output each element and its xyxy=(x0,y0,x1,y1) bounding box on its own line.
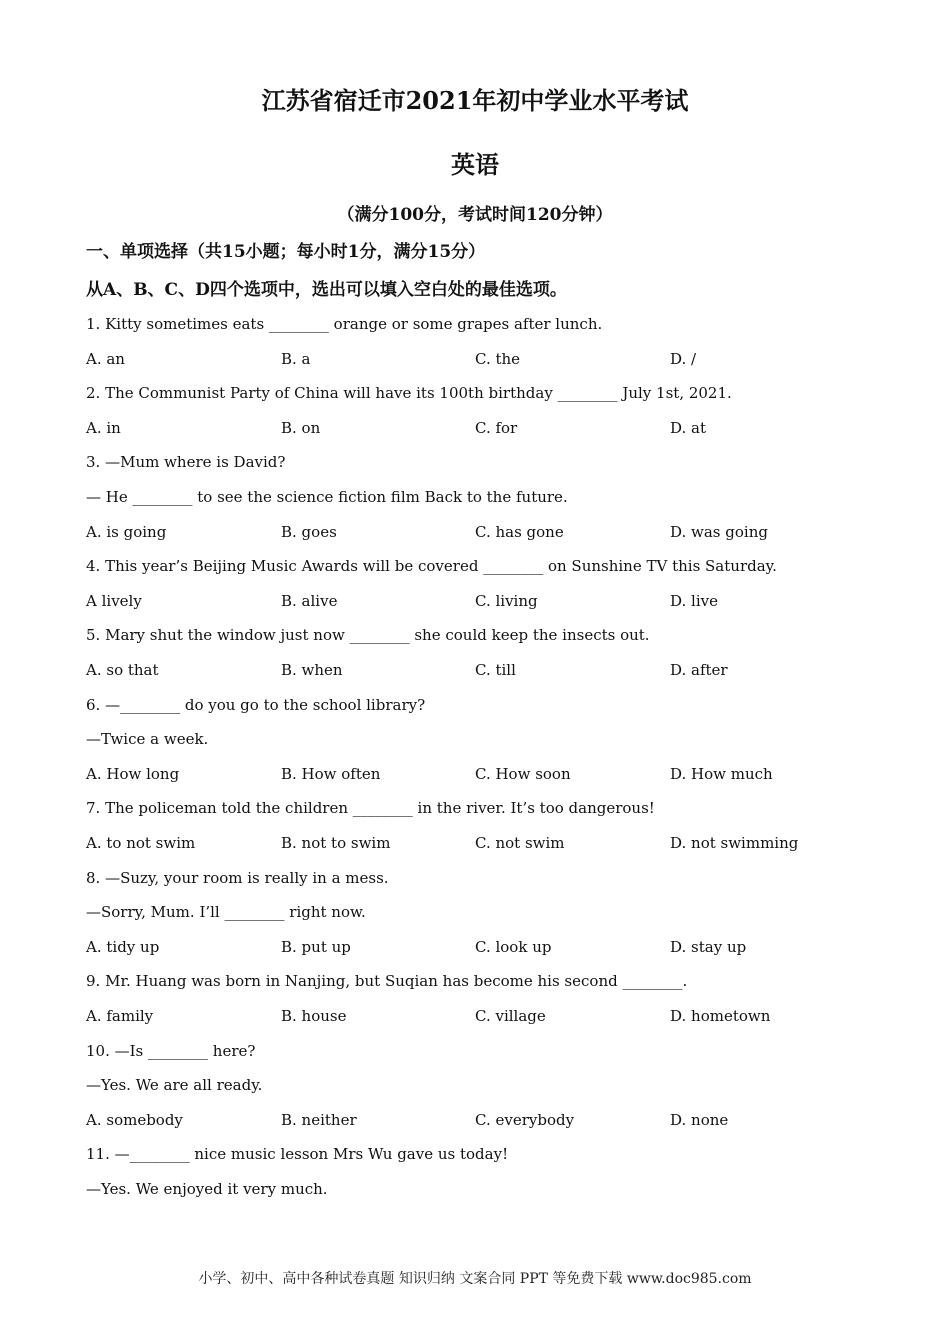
question-10-option-d[interactable]: D. none xyxy=(670,1111,729,1129)
question-1-options xyxy=(86,348,886,370)
question-6-line-1: 6. —________ do you go to the school library? xyxy=(86,696,426,714)
question-4-option-d[interactable]: D. live xyxy=(670,592,718,610)
section-instruction: 从A、B、C、D四个选项中，选出可以填入空白处的最佳选项。 xyxy=(86,280,567,300)
question-2-options xyxy=(86,417,886,439)
question-10-options xyxy=(86,1109,886,1131)
question-8-option-a[interactable]: A. tidy up xyxy=(86,938,160,956)
question-1-option-b[interactable]: B. a xyxy=(281,350,311,368)
question-6-option-a[interactable]: A. How long xyxy=(86,765,180,783)
question-10-line-2: —Yes. We are all ready. xyxy=(86,1076,263,1094)
question-3-option-c[interactable]: C. has gone xyxy=(475,523,564,541)
question-8-option-c[interactable]: C. look up xyxy=(475,938,552,956)
question-7-option-a[interactable]: A. to not swim xyxy=(86,834,196,852)
question-9-line-1: 9. Mr. Huang was born in Nanjing, but Suqian has become his second ________. xyxy=(86,972,688,990)
question-9-option-b[interactable]: B. house xyxy=(281,1007,347,1025)
question-3-line-2: — He ________ to see the science fiction film Back to the future. xyxy=(86,488,568,506)
exam-subtitle: （满分100分，考试时间120分钟） xyxy=(337,205,613,225)
question-4-option-b[interactable]: B. alive xyxy=(281,592,338,610)
question-10-option-c[interactable]: C. everybody xyxy=(475,1111,575,1129)
question-8-line-2: —Sorry, Mum. I’ll ________ right now. xyxy=(86,903,366,921)
question-9-options xyxy=(86,1005,886,1027)
question-1-option-a[interactable]: A. an xyxy=(86,350,125,368)
question-7-line-1: 7. The policeman told the children ________ in the river. It’s too dangerous! xyxy=(86,799,655,817)
question-11-line-2: —Yes. We enjoyed it very much. xyxy=(86,1180,328,1198)
question-3-options xyxy=(86,521,886,543)
question-7-option-b[interactable]: B. not to swim xyxy=(281,834,391,852)
footer-text: 小学、初中、高中各种试卷真题 知识归纳 文案合同 PPT 等免费下载 www.doc985.com xyxy=(198,1271,752,1287)
question-2-line-1: 2. The Communist Party of China will have its 100th birthday ________ July 1st, 2021. xyxy=(86,384,732,402)
question-4-option-a[interactable]: A lively xyxy=(86,592,142,610)
section-heading: 一、单项选择（共15小题；每小时1分，满分15分） xyxy=(86,242,486,262)
question-5-option-b[interactable]: B. when xyxy=(281,661,343,679)
question-6-option-d[interactable]: D. How much xyxy=(670,765,773,783)
question-9-option-a[interactable]: A. family xyxy=(86,1007,154,1025)
question-4-line-1: 4. This year’s Beijing Music Awards will be covered ________ on Sunshine TV this Saturday. xyxy=(86,557,777,575)
question-7-option-c[interactable]: C. not swim xyxy=(475,834,565,852)
question-1-option-c[interactable]: C. the xyxy=(475,350,521,368)
question-2-option-b[interactable]: B. on xyxy=(281,419,321,437)
question-6-option-b[interactable]: B. How often xyxy=(281,765,381,783)
question-6-options xyxy=(86,763,886,785)
question-4-options xyxy=(86,590,886,612)
question-10-option-b[interactable]: B. neither xyxy=(281,1111,357,1129)
question-7-option-d[interactable]: D. not swimming xyxy=(670,834,799,852)
question-8-line-1: 8. —Suzy, your room is really in a mess. xyxy=(86,869,389,887)
exam-title: 江苏省宿迁市2021年初中学业水平考试 xyxy=(261,86,689,115)
question-3-option-b[interactable]: B. goes xyxy=(281,523,337,541)
question-8-options xyxy=(86,936,886,958)
question-6-line-2: —Twice a week. xyxy=(86,730,209,748)
question-1-line-1: 1. Kitty sometimes eats ________ orange or some grapes after lunch. xyxy=(86,315,603,333)
question-2-option-d[interactable]: D. at xyxy=(670,419,706,437)
question-9-option-c[interactable]: C. village xyxy=(475,1007,546,1025)
question-2-option-a[interactable]: A. in xyxy=(86,419,121,437)
question-5-option-c[interactable]: C. till xyxy=(475,661,516,679)
question-9-option-d[interactable]: D. hometown xyxy=(670,1007,771,1025)
question-7-options xyxy=(86,832,886,854)
subject-title: 英语 xyxy=(451,150,499,179)
question-1-option-d[interactable]: D. / xyxy=(670,350,697,368)
question-11-line-1: 11. —________ nice music lesson Mrs Wu gave us today! xyxy=(86,1145,509,1163)
question-4-option-c[interactable]: C. living xyxy=(475,592,538,610)
question-3-option-d[interactable]: D. was going xyxy=(670,523,768,541)
question-6-option-c[interactable]: C. How soon xyxy=(475,765,571,783)
question-5-options xyxy=(86,659,886,681)
question-10-line-1: 10. —Is ________ here? xyxy=(86,1042,256,1060)
question-8-option-b[interactable]: B. put up xyxy=(281,938,351,956)
question-10-option-a[interactable]: A. somebody xyxy=(86,1111,183,1129)
question-3-line-1: 3. —Mum where is David? xyxy=(86,453,286,471)
question-5-option-d[interactable]: D. after xyxy=(670,661,728,679)
question-8-option-d[interactable]: D. stay up xyxy=(670,938,747,956)
question-5-option-a[interactable]: A. so that xyxy=(86,661,159,679)
question-2-option-c[interactable]: C. for xyxy=(475,419,518,437)
question-3-option-a[interactable]: A. is going xyxy=(86,523,167,541)
question-5-line-1: 5. Mary shut the window just now ________ she could keep the insects out. xyxy=(86,626,650,644)
